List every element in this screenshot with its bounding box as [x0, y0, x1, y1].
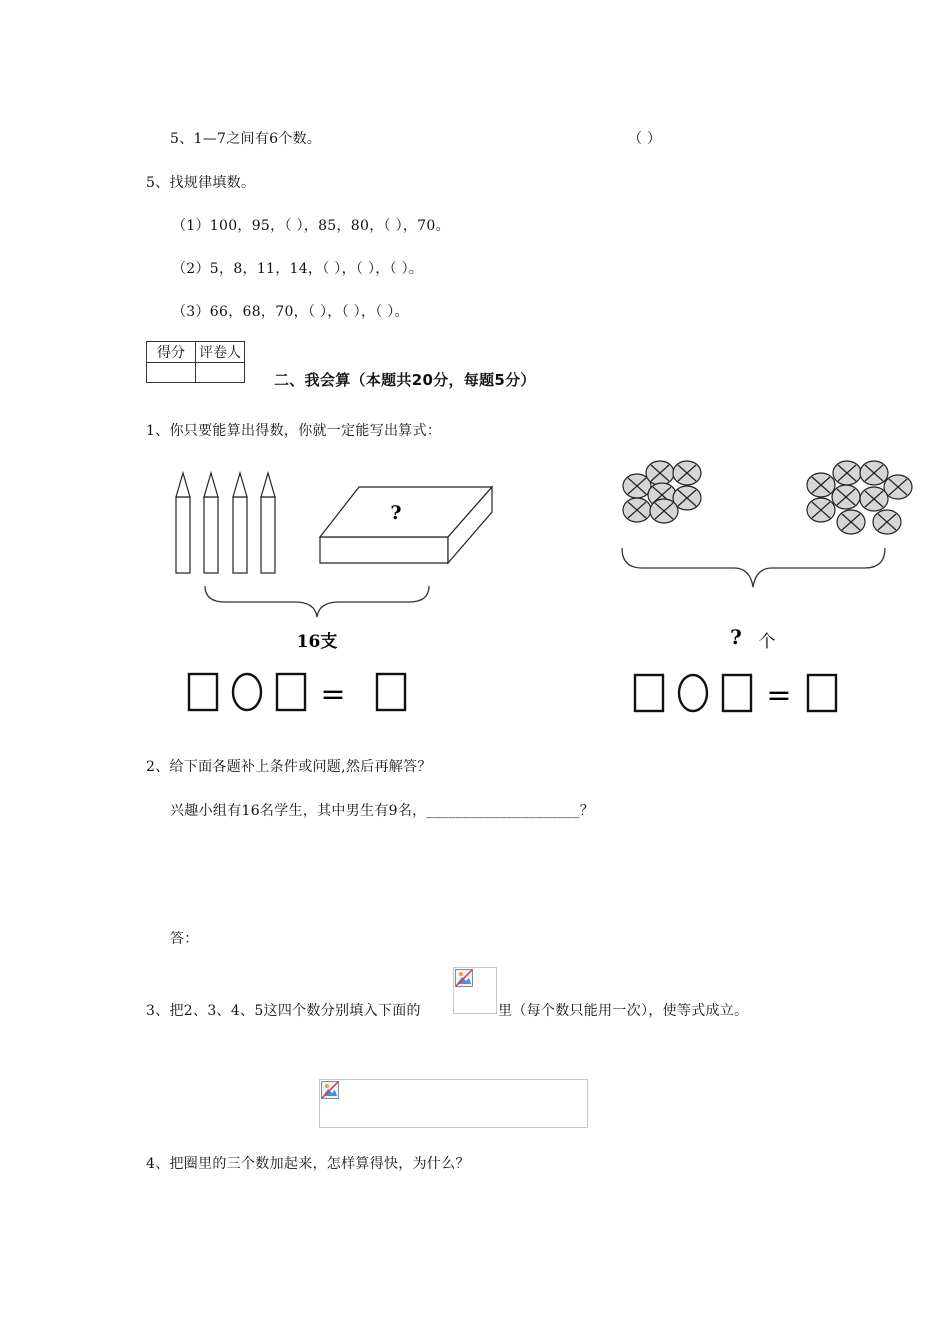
operator-circle[interactable]: [679, 675, 707, 711]
curly-brace: [205, 586, 429, 617]
broken-image-icon: [321, 1081, 339, 1099]
answer-box[interactable]: [723, 675, 751, 711]
grader-header: 评卷人: [196, 342, 245, 363]
pencil-icon: [204, 473, 218, 573]
answer-box[interactable]: [377, 674, 405, 710]
answer-box[interactable]: [189, 674, 217, 710]
crossed-circle-icon: [860, 487, 888, 511]
question-4-text: 4、把圈里的三个数加起来，怎样算得快，为什么？: [146, 1156, 470, 1172]
pattern-item-1: （1）100，95，（ ），85，80，（ ），70。: [172, 218, 450, 234]
crossed-circle-icon: [833, 461, 861, 485]
grader-cell: [196, 363, 245, 383]
left-total-label: 16支: [296, 632, 338, 652]
right-circle-group: [807, 461, 912, 534]
equals-sign: =: [320, 677, 346, 712]
crossed-circle-icon: [860, 461, 888, 485]
question-1-text: 1、你只要能算出得数，你就一定能写出算式：: [146, 423, 442, 439]
score-header: 得分: [147, 342, 196, 363]
curly-brace: [622, 548, 885, 587]
score-table: [146, 341, 245, 383]
circles-illustration: [610, 455, 920, 720]
right-unit-label: 个: [758, 632, 776, 652]
crossed-circle-icon: [650, 499, 678, 523]
crossed-circle-icon: [623, 498, 651, 522]
operator-circle[interactable]: [233, 674, 261, 710]
question-2-text: 2、给下面各题补上条件或问题,然后再解答？: [146, 759, 432, 775]
question-3-text-before: 3、把2、3、4、5这四个数分别填入下面的: [146, 1003, 421, 1019]
judge-item-5: 5、1—7之间有6个数。: [170, 131, 322, 147]
inline-image-placeholder: [453, 967, 497, 1014]
crossed-circle-icon: [873, 510, 901, 534]
crossed-circle-icon: [807, 473, 835, 497]
answer-label: 答：: [170, 931, 199, 947]
pencil-icon: [261, 473, 275, 573]
equation-image-placeholder: [319, 1079, 588, 1128]
pattern-item-2: （2）5，8，11，14，（ ），（ ），（ ）。: [172, 261, 424, 277]
pattern-item-3: （3）66，68，70，（ ），（ ），（ ）。: [172, 304, 409, 320]
pencils-box-illustration: [165, 460, 505, 720]
box-icon: [320, 487, 492, 563]
crossed-circle-icon: [837, 510, 865, 534]
pencil-icon: [176, 473, 190, 573]
judge-answer-paren: （ ）: [628, 131, 662, 147]
crossed-circle-icon: [807, 498, 835, 522]
score-cell: [147, 363, 196, 383]
pencil-icon: [233, 473, 247, 573]
right-question-mark: ?: [730, 625, 742, 649]
equals-sign: =: [766, 678, 792, 713]
answer-box[interactable]: [635, 675, 663, 711]
answer-box[interactable]: [277, 674, 305, 710]
crossed-circle-icon: [884, 475, 912, 499]
crossed-circle-icon: [646, 461, 674, 485]
crossed-circle-icon: [673, 461, 701, 485]
section-title: 二、我会算（本题共20分，每题5分）: [274, 371, 536, 389]
question-3-text-after: 里（每个数只能用一次），使等式成立。: [498, 1003, 749, 1019]
crossed-circle-icon: [832, 485, 860, 509]
left-circle-group: [623, 461, 701, 523]
question-2-sentence: 兴趣小组有16名学生，其中男生有9名，_____________________？: [170, 803, 595, 819]
pattern-title: 5、找规律填数。: [146, 175, 256, 191]
answer-box[interactable]: [808, 675, 836, 711]
box-question-mark: ?: [390, 502, 402, 524]
broken-image-icon: [455, 969, 473, 987]
